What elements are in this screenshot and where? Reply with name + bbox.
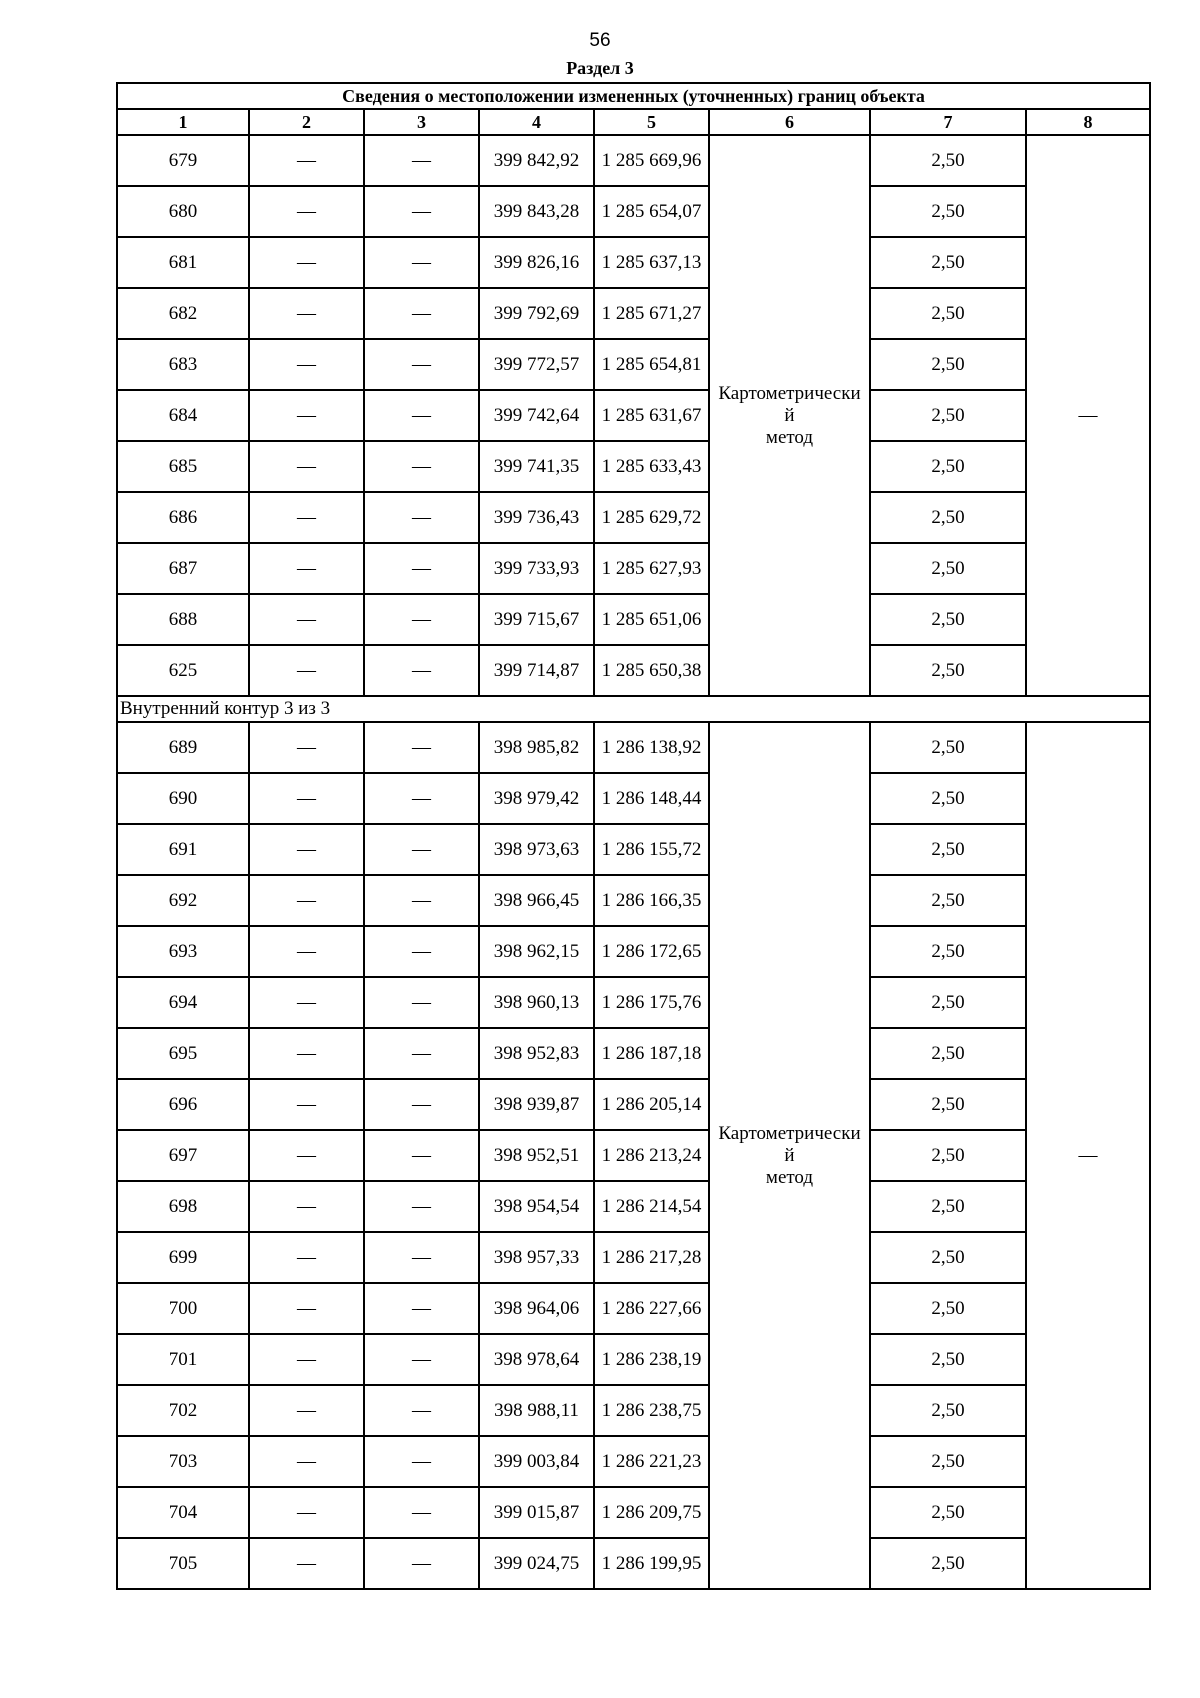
y-coordinate-cell: 1 285 637,13 — [594, 237, 709, 288]
x-coordinate-cell: 398 985,82 — [479, 722, 594, 773]
point-number-cell: 692 — [117, 875, 249, 926]
accuracy-cell: 2,50 — [870, 441, 1026, 492]
point-number-cell: 699 — [117, 1232, 249, 1283]
accuracy-cell: 2,50 — [870, 926, 1026, 977]
table-row — [117, 977, 1150, 1028]
col3-cell: — — [364, 288, 479, 339]
col2-cell: — — [249, 288, 364, 339]
col3-cell: — — [364, 926, 479, 977]
col3-cell: — — [364, 1436, 479, 1487]
x-coordinate-cell: 399 826,16 — [479, 237, 594, 288]
col2-cell: — — [249, 1028, 364, 1079]
accuracy-cell: 2,50 — [870, 1436, 1026, 1487]
table-row — [117, 441, 1150, 492]
y-coordinate-cell: 1 285 629,72 — [594, 492, 709, 543]
accuracy-cell: 2,50 — [870, 875, 1026, 926]
x-coordinate-cell: 399 714,87 — [479, 645, 594, 696]
col2-cell: — — [249, 1334, 364, 1385]
point-number-cell: 704 — [117, 1487, 249, 1538]
y-coordinate-cell: 1 286 217,28 — [594, 1232, 709, 1283]
column-header: 1 — [117, 109, 249, 135]
x-coordinate-cell: 398 988,11 — [479, 1385, 594, 1436]
point-number-cell: 688 — [117, 594, 249, 645]
method-text-line: метод — [765, 426, 814, 448]
y-coordinate-cell: 1 286 227,66 — [594, 1283, 709, 1334]
col2-cell: — — [249, 1385, 364, 1436]
col3-cell: — — [364, 722, 479, 773]
table-row — [117, 1385, 1150, 1436]
x-coordinate-cell: 398 952,83 — [479, 1028, 594, 1079]
x-coordinate-cell: 399 736,43 — [479, 492, 594, 543]
accuracy-cell: 2,50 — [870, 1232, 1026, 1283]
column-header: 5 — [594, 109, 709, 135]
col2-cell: — — [249, 237, 364, 288]
accuracy-cell: 2,50 — [870, 1028, 1026, 1079]
table-row — [117, 339, 1150, 390]
table-row — [117, 288, 1150, 339]
point-number-cell: 685 — [117, 441, 249, 492]
col2-cell: — — [249, 1487, 364, 1538]
point-number-cell: 693 — [117, 926, 249, 977]
col2-cell: — — [249, 926, 364, 977]
col3-cell: — — [364, 135, 479, 186]
col3-cell: — — [364, 824, 479, 875]
method-cell — [709, 722, 870, 1589]
contour-label-row — [117, 696, 1150, 722]
method-text-line: й — [784, 1144, 795, 1166]
accuracy-cell: 2,50 — [870, 773, 1026, 824]
col2-cell: — — [249, 1079, 364, 1130]
column-header: 2 — [249, 109, 364, 135]
col3-cell: — — [364, 1334, 479, 1385]
col3-cell: — — [364, 1079, 479, 1130]
accuracy-cell: 2,50 — [870, 1334, 1026, 1385]
x-coordinate-cell: 398 939,87 — [479, 1079, 594, 1130]
y-coordinate-cell: 1 286 221,23 — [594, 1436, 709, 1487]
col3-cell: — — [364, 1487, 479, 1538]
point-number-cell: 687 — [117, 543, 249, 594]
point-number-cell: 695 — [117, 1028, 249, 1079]
contour-label: Внутренний контур 3 из 3 — [117, 696, 1150, 722]
x-coordinate-cell: 398 964,06 — [479, 1283, 594, 1334]
col3-cell: — — [364, 492, 479, 543]
column-header: 8 — [1026, 109, 1150, 135]
col3-cell: — — [364, 1028, 479, 1079]
col3-cell: — — [364, 1283, 479, 1334]
y-coordinate-cell: 1 285 671,27 — [594, 288, 709, 339]
accuracy-cell: 2,50 — [870, 543, 1026, 594]
y-coordinate-cell: 1 285 627,93 — [594, 543, 709, 594]
point-number-cell: 684 — [117, 390, 249, 441]
accuracy-cell: 2,50 — [870, 135, 1026, 186]
col2-cell: — — [249, 1538, 364, 1589]
method-cell — [709, 135, 870, 696]
point-number-cell: 681 — [117, 237, 249, 288]
x-coordinate-cell: 398 966,45 — [479, 875, 594, 926]
table-row — [117, 594, 1150, 645]
table-row — [117, 1028, 1150, 1079]
y-coordinate-cell: 1 286 155,72 — [594, 824, 709, 875]
table-row — [117, 773, 1150, 824]
point-number-cell: 705 — [117, 1538, 249, 1589]
point-number-cell: 625 — [117, 645, 249, 696]
point-number-cell: 694 — [117, 977, 249, 1028]
col3-cell: — — [364, 339, 479, 390]
accuracy-cell: 2,50 — [870, 594, 1026, 645]
x-coordinate-cell: 399 842,92 — [479, 135, 594, 186]
col8-cell: — — [1026, 722, 1150, 1589]
col2-cell: — — [249, 1130, 364, 1181]
table-title-row — [117, 83, 1150, 109]
accuracy-cell: 2,50 — [870, 339, 1026, 390]
x-coordinate-cell: 399 741,35 — [479, 441, 594, 492]
page-number: 56 — [589, 30, 611, 51]
y-coordinate-cell: 1 285 631,67 — [594, 390, 709, 441]
point-number-cell: 682 — [117, 288, 249, 339]
x-coordinate-cell: 399 715,67 — [479, 594, 594, 645]
x-coordinate-cell: 398 973,63 — [479, 824, 594, 875]
x-coordinate-cell: 399 015,87 — [479, 1487, 594, 1538]
y-coordinate-cell: 1 285 654,07 — [594, 186, 709, 237]
y-coordinate-cell: 1 286 148,44 — [594, 773, 709, 824]
table-row — [117, 135, 1150, 186]
y-coordinate-cell: 1 286 166,35 — [594, 875, 709, 926]
table-row — [117, 1283, 1150, 1334]
table-row — [117, 1538, 1150, 1589]
point-number-cell: 700 — [117, 1283, 249, 1334]
point-number-cell: 696 — [117, 1079, 249, 1130]
col2-cell: — — [249, 824, 364, 875]
col3-cell: — — [364, 977, 479, 1028]
y-coordinate-cell: 1 285 650,38 — [594, 645, 709, 696]
y-coordinate-cell: 1 286 214,54 — [594, 1181, 709, 1232]
point-number-cell: 683 — [117, 339, 249, 390]
col2-cell: — — [249, 1181, 364, 1232]
accuracy-cell: 2,50 — [870, 1079, 1026, 1130]
y-coordinate-cell: 1 286 172,65 — [594, 926, 709, 977]
point-number-cell: 686 — [117, 492, 249, 543]
accuracy-cell: 2,50 — [870, 1538, 1026, 1589]
col2-cell: — — [249, 441, 364, 492]
point-number-cell: 680 — [117, 186, 249, 237]
point-number-cell: 703 — [117, 1436, 249, 1487]
table-row — [117, 1487, 1150, 1538]
point-number-cell: 702 — [117, 1385, 249, 1436]
method-text-line: метод — [765, 1166, 814, 1188]
table-row — [117, 1436, 1150, 1487]
accuracy-cell: 2,50 — [870, 824, 1026, 875]
point-number-cell: 701 — [117, 1334, 249, 1385]
x-coordinate-cell: 398 954,54 — [479, 1181, 594, 1232]
col3-cell: — — [364, 594, 479, 645]
x-coordinate-cell: 399 792,69 — [479, 288, 594, 339]
accuracy-cell: 2,50 — [870, 1283, 1026, 1334]
col3-cell: — — [364, 1385, 479, 1436]
accuracy-cell: 2,50 — [870, 1181, 1026, 1232]
accuracy-cell: 2,50 — [870, 186, 1026, 237]
point-number-cell: 689 — [117, 722, 249, 773]
method-text-line: Картометрически — [718, 382, 861, 404]
boundary-table — [116, 82, 1151, 1590]
y-coordinate-cell: 1 286 213,24 — [594, 1130, 709, 1181]
col3-cell: — — [364, 773, 479, 824]
y-coordinate-cell: 1 286 238,19 — [594, 1334, 709, 1385]
col2-cell: — — [249, 135, 364, 186]
point-number-cell: 690 — [117, 773, 249, 824]
table-row — [117, 1130, 1150, 1181]
y-coordinate-cell: 1 286 187,18 — [594, 1028, 709, 1079]
col2-cell: — — [249, 492, 364, 543]
column-header: 4 — [479, 109, 594, 135]
col3-cell: — — [364, 237, 479, 288]
table-row — [117, 492, 1150, 543]
col3-cell: — — [364, 645, 479, 696]
x-coordinate-cell: 399 733,93 — [479, 543, 594, 594]
table-row — [117, 1079, 1150, 1130]
table-row — [117, 543, 1150, 594]
col3-cell: — — [364, 441, 479, 492]
x-coordinate-cell: 399 003,84 — [479, 1436, 594, 1487]
y-coordinate-cell: 1 286 205,14 — [594, 1079, 709, 1130]
table-row — [117, 645, 1150, 696]
table-row — [117, 1334, 1150, 1385]
x-coordinate-cell: 399 024,75 — [479, 1538, 594, 1589]
x-coordinate-cell: 399 772,57 — [479, 339, 594, 390]
col2-cell: — — [249, 977, 364, 1028]
x-coordinate-cell: 398 978,64 — [479, 1334, 594, 1385]
y-coordinate-cell: 1 286 199,95 — [594, 1538, 709, 1589]
x-coordinate-cell: 398 952,51 — [479, 1130, 594, 1181]
accuracy-cell: 2,50 — [870, 1487, 1026, 1538]
x-coordinate-cell: 398 979,42 — [479, 773, 594, 824]
table-row — [117, 875, 1150, 926]
col2-cell: — — [249, 645, 364, 696]
y-coordinate-cell: 1 285 654,81 — [594, 339, 709, 390]
col8-cell: — — [1026, 135, 1150, 696]
col2-cell: — — [249, 1436, 364, 1487]
col2-cell: — — [249, 390, 364, 441]
col2-cell: — — [249, 1232, 364, 1283]
method-text-line: Картометрически — [718, 1122, 861, 1144]
accuracy-cell: 2,50 — [870, 288, 1026, 339]
table-row — [117, 1181, 1150, 1232]
table-row — [117, 186, 1150, 237]
point-number-cell: 697 — [117, 1130, 249, 1181]
col2-cell: — — [249, 722, 364, 773]
y-coordinate-cell: 1 285 669,96 — [594, 135, 709, 186]
col2-cell: — — [249, 875, 364, 926]
table-row — [117, 390, 1150, 441]
y-coordinate-cell: 1 286 138,92 — [594, 722, 709, 773]
y-coordinate-cell: 1 286 238,75 — [594, 1385, 709, 1436]
accuracy-cell: 2,50 — [870, 1385, 1026, 1436]
x-coordinate-cell: 398 960,13 — [479, 977, 594, 1028]
accuracy-cell: 2,50 — [870, 390, 1026, 441]
accuracy-cell: 2,50 — [870, 237, 1026, 288]
column-header: 3 — [364, 109, 479, 135]
table-title: Сведения о местоположении измененных (уточненных) границ объекта — [117, 83, 1150, 109]
table-row — [117, 824, 1150, 875]
col3-cell: — — [364, 1181, 479, 1232]
col2-cell: — — [249, 1283, 364, 1334]
col3-cell: — — [364, 186, 479, 237]
y-coordinate-cell: 1 285 633,43 — [594, 441, 709, 492]
y-coordinate-cell: 1 286 209,75 — [594, 1487, 709, 1538]
accuracy-cell: 2,50 — [870, 1130, 1026, 1181]
x-coordinate-cell: 399 843,28 — [479, 186, 594, 237]
y-coordinate-cell: 1 285 651,06 — [594, 594, 709, 645]
point-number-cell: 691 — [117, 824, 249, 875]
table-row — [117, 926, 1150, 977]
col3-cell: — — [364, 1232, 479, 1283]
col2-cell: — — [249, 773, 364, 824]
x-coordinate-cell: 398 962,15 — [479, 926, 594, 977]
accuracy-cell: 2,50 — [870, 722, 1026, 773]
col3-cell: — — [364, 1538, 479, 1589]
method-text-line: й — [784, 404, 795, 426]
accuracy-cell: 2,50 — [870, 977, 1026, 1028]
column-header: 6 — [709, 109, 870, 135]
column-header-row — [117, 109, 1150, 135]
col3-cell: — — [364, 390, 479, 441]
col3-cell: — — [364, 543, 479, 594]
x-coordinate-cell: 398 957,33 — [479, 1232, 594, 1283]
col3-cell: — — [364, 875, 479, 926]
table-row — [117, 237, 1150, 288]
col2-cell: — — [249, 186, 364, 237]
accuracy-cell: 2,50 — [870, 645, 1026, 696]
table-row — [117, 1232, 1150, 1283]
x-coordinate-cell: 399 742,64 — [479, 390, 594, 441]
point-number-cell: 679 — [117, 135, 249, 186]
y-coordinate-cell: 1 286 175,76 — [594, 977, 709, 1028]
column-header: 7 — [870, 109, 1026, 135]
table-row — [117, 722, 1150, 773]
point-number-cell: 698 — [117, 1181, 249, 1232]
col3-cell: — — [364, 1130, 479, 1181]
col2-cell: — — [249, 543, 364, 594]
section-title: Раздел 3 — [566, 58, 634, 78]
accuracy-cell: 2,50 — [870, 492, 1026, 543]
col2-cell: — — [249, 339, 364, 390]
col2-cell: — — [249, 594, 364, 645]
